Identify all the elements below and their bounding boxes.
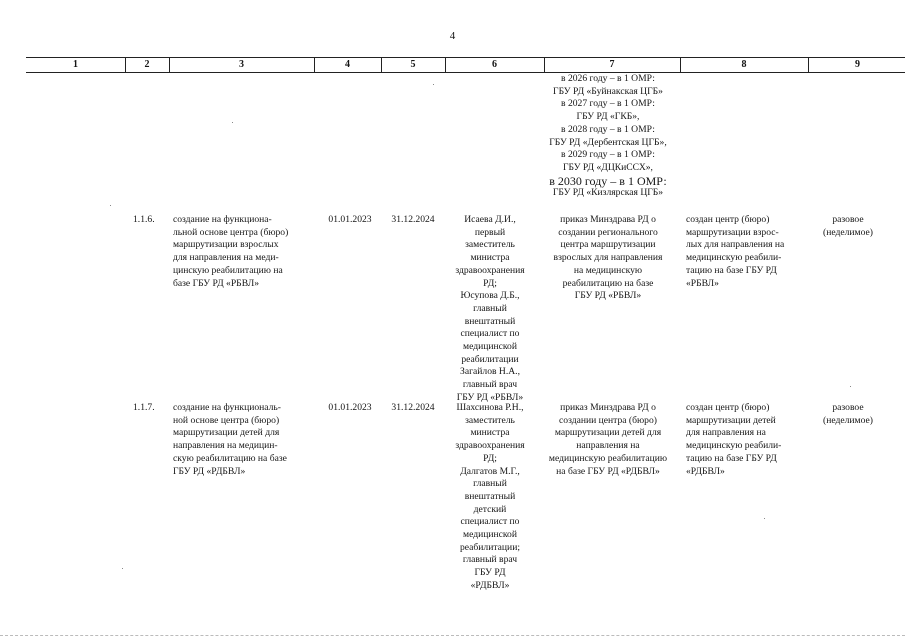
- continuation-line: ГБУ РД «ДЦКиССХ»,: [563, 161, 653, 173]
- column-header-5: 5: [410, 59, 416, 70]
- text-line: цинскую реабилитацию на: [173, 264, 283, 276]
- text-line: внештатный: [464, 315, 516, 327]
- continuation-line: в 2028 году – в 1 ОМР:: [561, 123, 655, 135]
- text-line: реабилитации: [461, 353, 519, 365]
- text-line: специалист по: [460, 516, 520, 528]
- header-top-rule: [26, 57, 905, 58]
- text-line: маршрутизации детей для: [554, 427, 662, 439]
- row-document: [538, 214, 678, 303]
- row-type: [808, 402, 888, 427]
- row-number: 1.1.6.: [133, 214, 155, 225]
- row-end-date: 31.12.2024: [391, 214, 435, 225]
- text-line: РД;: [483, 277, 497, 289]
- text-line: создании регионального: [558, 226, 658, 238]
- scan-speck: [850, 386, 851, 387]
- row-responsible: [446, 214, 534, 405]
- text-line: создан центр (бюро): [686, 402, 770, 413]
- text-line: маршрутизации взрос-: [686, 226, 779, 238]
- column-header-2: 2: [144, 59, 150, 70]
- text-line: направления на медицин-: [173, 440, 278, 452]
- text-line: заместитель: [465, 239, 515, 251]
- text-line: маршрутизации детей: [686, 414, 776, 426]
- text-line: Исаева Д.И.,: [464, 214, 516, 225]
- text-line: министра: [470, 252, 510, 264]
- continuation-line: в 2026 году – в 1 ОМР:: [561, 73, 655, 84]
- text-line: на медицинскую: [573, 264, 643, 276]
- text-line: внештатный: [464, 490, 516, 502]
- column-header-8: 8: [741, 59, 747, 70]
- text-line: (неделимое): [823, 414, 873, 426]
- text-line: реабилитации;: [459, 541, 520, 553]
- row-result: [686, 214, 800, 290]
- text-line: первый: [474, 226, 506, 238]
- text-line: (неделимое): [823, 226, 873, 238]
- text-line: создание на функциона-: [173, 214, 272, 225]
- text-line: тацию на базе ГБУ РД: [686, 264, 777, 276]
- text-line: РД;: [483, 452, 497, 464]
- text-line: создан центр (бюро): [686, 214, 770, 225]
- continuation-line: в 2029 году – в 1 ОМР:: [561, 149, 655, 161]
- column-header-9: 9: [855, 59, 860, 70]
- page-number: 4: [449, 30, 456, 42]
- row-description: [173, 214, 309, 290]
- text-line: базе ГБУ РД «РБВЛ»: [173, 277, 260, 289]
- continuation-col7: [528, 73, 688, 200]
- text-line: медицинской: [463, 529, 517, 541]
- text-line: маршрутизации детей для: [173, 427, 280, 439]
- text-line: медицинскую реабили-: [686, 252, 782, 264]
- column-header-6: 6: [492, 59, 497, 70]
- table-header-row: [26, 57, 905, 74]
- text-line: тацию на базе ГБУ РД: [686, 452, 777, 464]
- continuation-line: ГБУ РД «Дербентская ЦГБ»,: [549, 136, 667, 148]
- text-line: здравоохранения: [455, 264, 525, 276]
- text-line: создании центра (бюро): [559, 414, 657, 426]
- text-line: здравоохранения: [455, 440, 525, 452]
- text-line: приказ Минздрава РД о: [560, 214, 656, 225]
- text-line: разовое: [832, 214, 864, 225]
- text-line: «РБВЛ»: [686, 277, 719, 289]
- row-document: [538, 402, 678, 478]
- text-line: взрослых для направления: [553, 252, 663, 264]
- text-line: центра маршрутизации: [560, 239, 656, 251]
- text-line: для направления на: [686, 427, 766, 439]
- text-line: льной основе центра (бюро): [173, 226, 289, 238]
- text-line: ГБУ РД: [474, 567, 506, 579]
- scan-speck: [110, 205, 111, 206]
- text-line: ГБУ РД «РДБВЛ»: [173, 465, 246, 477]
- row-end-date: 31.12.2024: [391, 402, 435, 413]
- scan-speck: [433, 84, 434, 85]
- row-result: [686, 402, 800, 478]
- scan-speck: [122, 568, 123, 569]
- text-line: заместитель: [465, 414, 515, 426]
- scan-speck: [232, 122, 233, 123]
- continuation-line: ГБУ РД «Буйнакская ЦГБ»: [553, 85, 663, 97]
- text-line: создание на функциональ-: [173, 402, 281, 413]
- text-line: направления на: [576, 440, 640, 452]
- column-header-3: 3: [239, 59, 244, 70]
- column-header-4: 4: [345, 59, 350, 70]
- row-start-date: 01.01.2023: [328, 402, 372, 413]
- text-line: главный врач: [462, 554, 518, 566]
- text-line: «РДБВЛ»: [470, 579, 510, 591]
- column-header-7: 7: [609, 59, 615, 70]
- text-line: Шахсинова Р.Н.,: [456, 402, 524, 413]
- text-line: «РДБВЛ»: [686, 465, 725, 477]
- continuation-line: в 2030 году – в 1 ОМР:: [549, 173, 667, 188]
- text-line: главный: [473, 302, 507, 314]
- row-responsible: [446, 402, 534, 593]
- scan-speck: [764, 518, 765, 519]
- continuation-line: ГБУ РД «Кизлярская ЦГБ»: [552, 187, 664, 199]
- column-header-1: 1: [73, 59, 78, 70]
- text-line: Загайлов Н.А.,: [460, 366, 520, 378]
- text-line: ной основе центра (бюро): [173, 414, 280, 426]
- text-line: детский: [473, 503, 507, 515]
- continuation-line: ГБУ РД «ГКБ»,: [576, 111, 640, 123]
- row-type: [808, 214, 888, 239]
- text-line: главный врач: [462, 379, 518, 391]
- text-line: ГБУ РД «РБВЛ»: [574, 290, 642, 302]
- text-line: главный: [473, 478, 507, 490]
- text-line: приказ Минздрава РД о: [560, 402, 656, 413]
- text-line: разовое: [832, 402, 864, 413]
- row-number: 1.1.7.: [133, 402, 155, 413]
- scan-edge-line: [0, 635, 905, 636]
- text-line: специалист по: [460, 328, 520, 340]
- row-start-date: 01.01.2023: [328, 214, 372, 225]
- continuation-line: в 2027 году – в 1 ОМР:: [561, 98, 655, 110]
- row-description: [173, 402, 309, 478]
- text-line: медицинскую реабилитацию: [548, 452, 668, 464]
- text-line: Юсупова Д.Б.,: [460, 290, 520, 302]
- text-line: скую реабилитацию на базе: [173, 452, 287, 464]
- text-line: на базе ГБУ РД «РДБВЛ»: [556, 465, 660, 477]
- header-bottom-rule: [26, 72, 905, 73]
- text-line: ГБУ РД «РБВЛ»: [456, 391, 524, 403]
- text-line: министра: [470, 427, 510, 439]
- text-line: лых для направления на: [686, 239, 785, 251]
- text-line: медицинской: [463, 341, 517, 353]
- text-line: медицинскую реабили-: [686, 440, 782, 452]
- text-line: маршрутизации взрослых: [173, 239, 279, 251]
- text-line: реабилитацию на базе: [562, 277, 654, 289]
- text-line: для направления на меди-: [173, 252, 279, 264]
- text-line: Далгатов М.Г.,: [460, 465, 520, 477]
